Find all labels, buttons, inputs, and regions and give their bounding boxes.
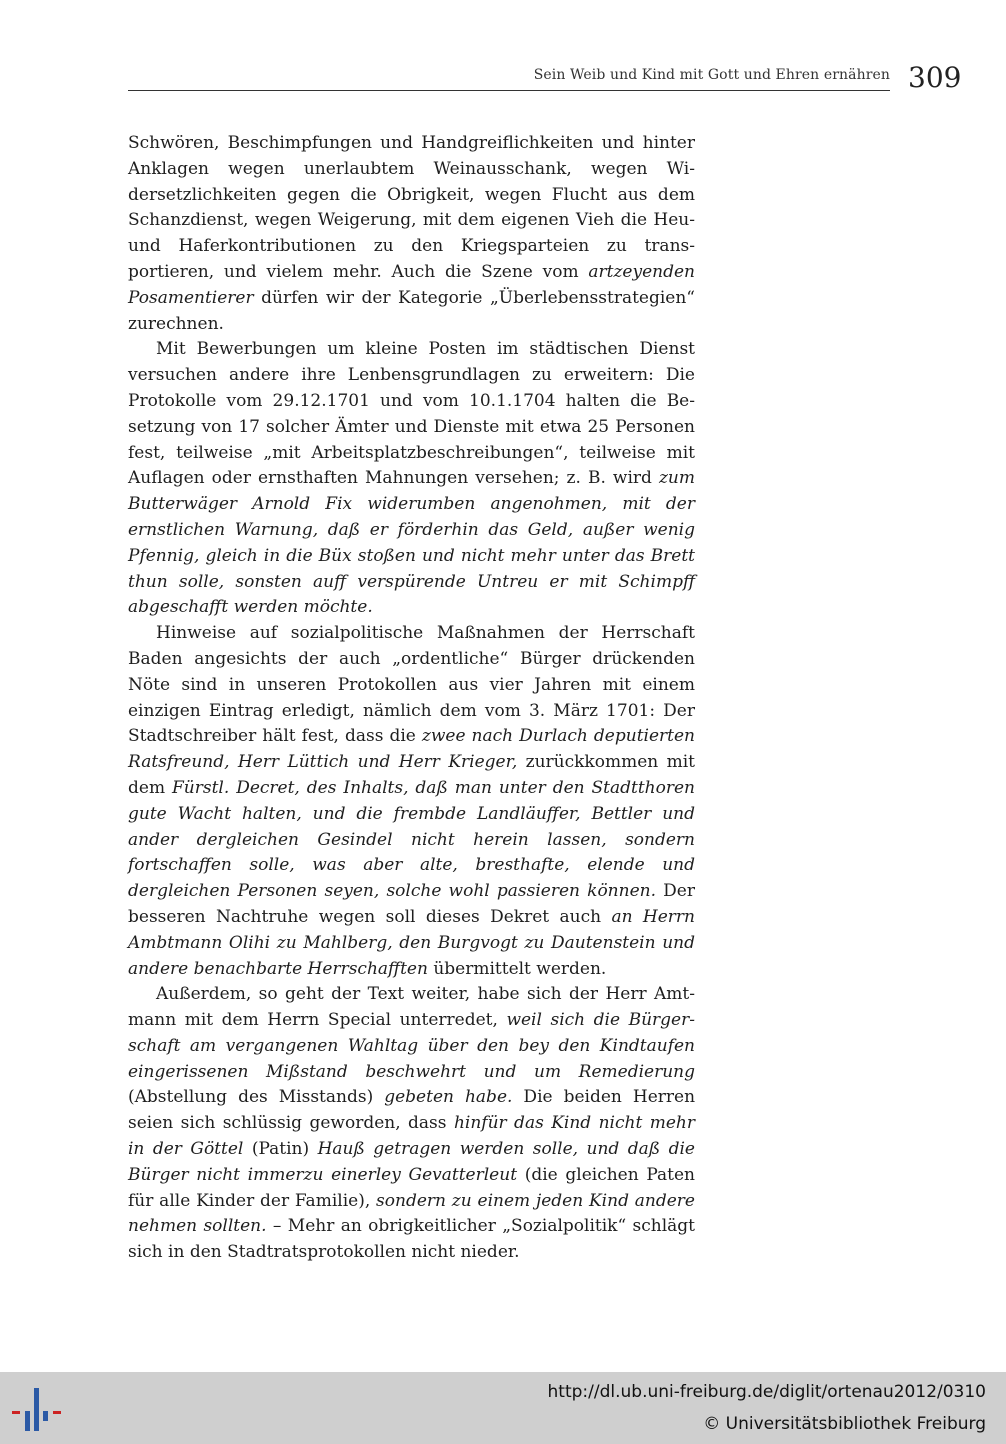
text-run: Außerdem, so geht der Text weiter, habe sich der Herr Amtmann mit dem Herrn Special unterredet, — [128, 984, 695, 1031]
text-run: Schwören, Beschimpfungen und Handgreiflichkeiten und hinter Anklagen wegen unerlaubtem Weinausschank, wegen Widersetzlichkeiten gegen die Obrigkeit, wegen Flucht aus dem Schanzdienst, wegen Weigerung, mit dem eigenen Vieh die Heu- und Haferkontributionen zu den Kriegsparteien zu transportieren, und vielem mehr. Auch die Szene vom — [128, 133, 695, 282]
text-run: (die gleichen Paten für alle Kinder der Familie), — [128, 1164, 696, 1211]
text-run: (Patin) — [243, 1139, 318, 1160]
text-run: Der besseren Nachtruhe wegen soll dieses Dekret auch — [128, 881, 695, 927]
running-header — [128, 58, 890, 91]
text-run: zurückkommen mit dem — [128, 752, 695, 798]
running-title: Sein Weib und Kind mit Gott und Ehren ernähren — [533, 67, 890, 83]
text-run: dürfen wir der Kategorie „Überlebensstrategien“ zurechnen. — [128, 287, 695, 334]
italic-quote: gebeten habe. — [384, 1087, 513, 1108]
footer-copyright: © Universitätsbibliothek Freiburg — [703, 1414, 986, 1434]
library-logo-icon — [12, 1384, 64, 1434]
italic-quote: artzeyenden Posamentierer — [128, 261, 695, 308]
paragraph — [128, 621, 695, 982]
footer-bar — [0, 1372, 1006, 1444]
page-number: 309 — [908, 61, 962, 94]
italic-quote: Fürstl. Decret, des Inhalts, daß man unter den Stadtthoren gute Wacht halten, und die frembde Landläuffer, Bettler und ander dergleichen Gesindel nicht herein lassen, sondern fortschaffen solle, was aber alte, bresthafte, elende und dergleichen Personen seyen, solche wohl passieren können. — [128, 777, 695, 902]
paragraph — [128, 131, 695, 337]
italic-quote: zum Butterwäger Arnold Fix widerumben angenohmen, mit der ernstlichen Warnung, daß er förderhin das Geld, außer wenig Pfennig, gleich in die Büx stoßen und nicht mehr unter das Brett thun solle, sonsten auff verspürende Untreu er mit Schimpff abgeschafft werden möchte. — [128, 468, 695, 618]
text-run: Die beiden Herren seien sich schlüssig geworden, dass — [128, 1087, 696, 1134]
italic-quote: an Herrn Ambtmann Olihi zu Mahlberg, den Burgvogt zu Dautenstein und andere benachbarte Herrschafften — [128, 906, 695, 979]
text-run: Mit Bewerbungen um kleine Posten im städtischen Dienst versuchen andere ihre Lenbensgrundlagen zu erweitern: Die Protokolle vom 29.12.1701 und vom 10.1.1704 halten die Besetzung von 17 solcher Ämter und Dienste mit etwa 25 Personen fest, teilweise „mit Arbeitsplatzbeschreibungen“, teilweise mit Auflagen oder ernsthaften Mahnungen versehen; z. B. wird — [128, 339, 695, 489]
italic-quote: weil sich die Bürgerschaft am vergangenen Wahltag über den bey den Kindtaufen eingerissenen Mißstand beschwehrt und um Remedierung — [128, 1010, 695, 1082]
text-run: (Abstellung des Misstands) — [128, 1087, 385, 1108]
paragraph — [128, 982, 695, 1266]
italic-quote: Hauß getragen werden solle, und daß die Bürger nicht immerzu einerley Gevatterleut — [128, 1139, 695, 1185]
text-run: übermittelt werden. — [427, 958, 607, 979]
italic-quote: sondern zu einem jeden Kind andere nehmen sollten. — [128, 1190, 695, 1237]
italic-quote: hinfür das Kind nicht mehr in der Göttel — [128, 1113, 695, 1160]
italic-quote: zwee nach Durlach deputierten Ratsfreund, Herr Lüttich und Herr Krieger, — [128, 726, 695, 773]
text-run: – Mehr an obrigkeitlicher „Sozialpolitik“ schlägt sich in den Stadtratsprotokollen nicht nieder. — [128, 1216, 695, 1263]
paragraph — [128, 337, 695, 621]
text-run: Hinweise auf sozialpolitische Maßnahmen der Herrschaft Baden angesichts der auch „ordentliche“ Bürger drückenden Nöte sind in unseren Protokollen aus vier Jahren mit einem einzigen Eintrag erledigt, nämlich dem vom 3. März 1701: Der Stadtschreiber hält fest, dass die — [128, 623, 695, 747]
footer-url[interactable]: http://dl.ub.uni-freiburg.de/diglit/ortenau2012/0310 — [547, 1382, 986, 1402]
body-text — [128, 131, 695, 1266]
